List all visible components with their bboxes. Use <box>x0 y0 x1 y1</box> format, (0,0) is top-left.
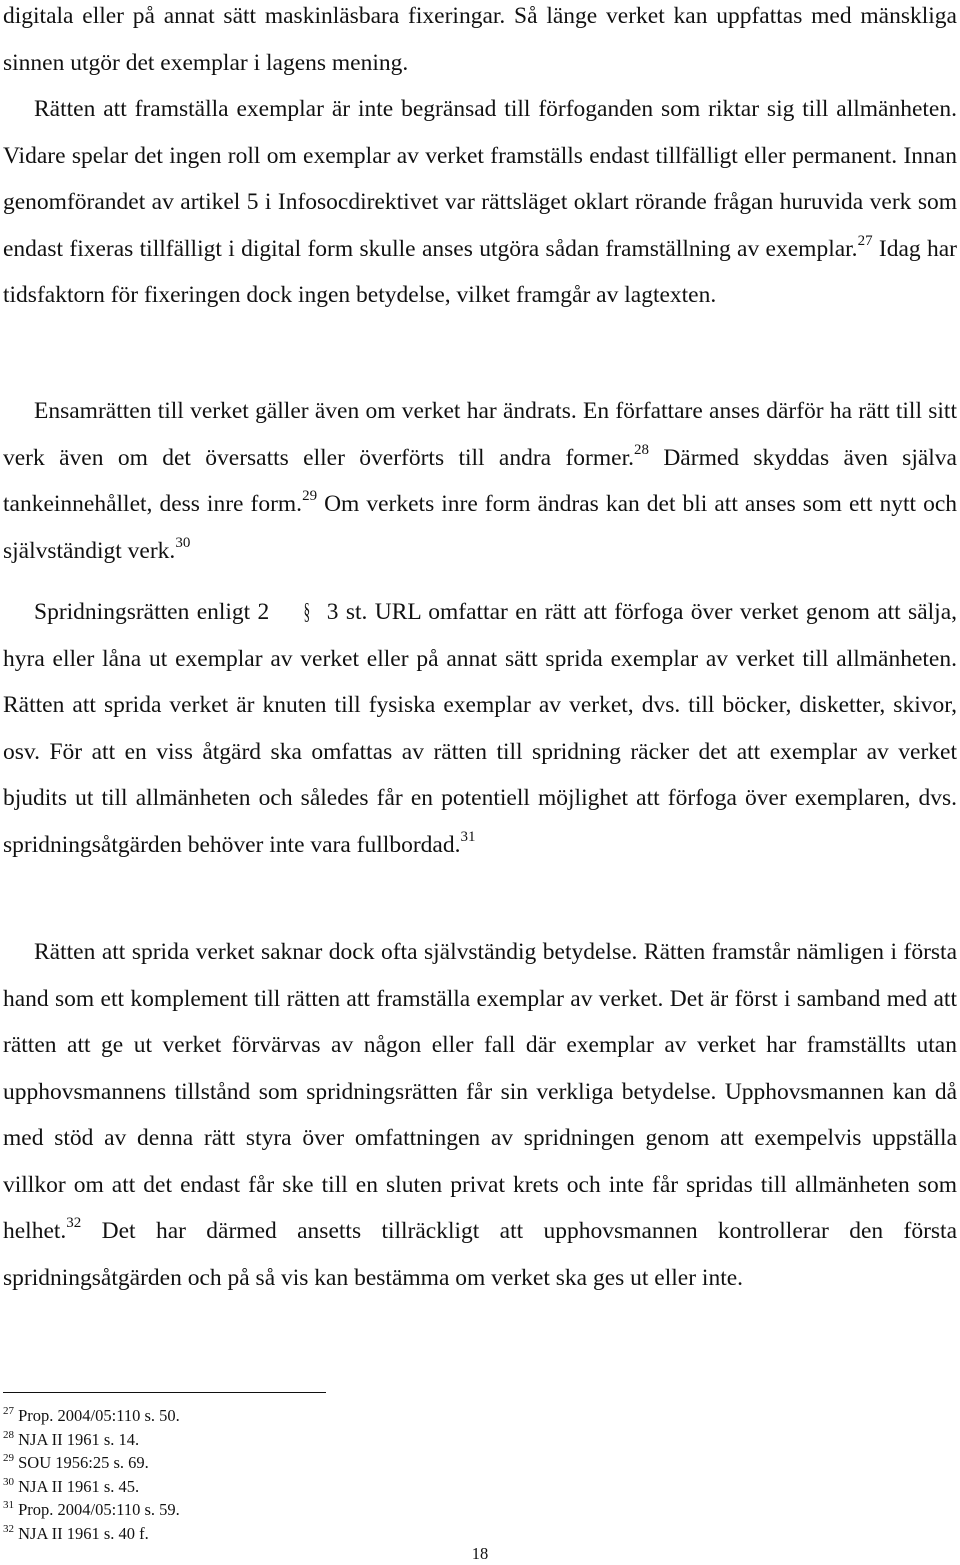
paragraph-exemplar-framstallning <box>3 86 957 319</box>
footnote-text: NJA II 1961 s. 14. <box>14 1429 140 1449</box>
paragraph-text: digitala eller på annat sätt maskinläsbara fixeringar. Så länge verket kan uppfattas med mänskliga sinnen utgör det exemplar i lagens mening. <box>3 3 957 76</box>
paragraph-text: Spridningsrätten enligt 2 <box>34 599 277 625</box>
footnote-item <box>3 1475 603 1499</box>
footnote-reference[interactable]: 27 <box>857 232 873 249</box>
footnote-item <box>3 1451 603 1475</box>
paragraph-text: Ensamrätten till verket gäller även om verket har ändrats. En författare anses därför ha rätt till sitt verk även om det översatts eller överförts till andra former. <box>3 398 957 471</box>
footnote-number: 31 <box>3 1499 14 1511</box>
footnote-number: 27 <box>3 1405 14 1417</box>
footnote-text: Prop. 2004/05:110 s. 50. <box>14 1406 180 1425</box>
paragraph-text: Rätten att sprida verket saknar dock ofta självständig betydelse. Rätten framstår nämligen i första hand som ett komplement till rätten att framställa exemplar av verket. Det är först i samband med att rätten att ge ut verket förvärvas av någon eller fall där exemplar av verket har framställts utan upphovsmannens tillstånd som spridningsrätten får sin verkliga betydelse. Upphovsmannen kan då med stöd av denna rätt styra över omfattningen av spridningen genom att exempelvis uppställa villkor om att det endast får ske till en sluten privat krets och inte får spridas till allmänheten som helhet. <box>3 939 957 1244</box>
paragraph-text: Om verkets inre form ändras kan det bli att anses som ett nytt och självständigt verk. <box>3 491 958 564</box>
footnote-reference[interactable]: 32 <box>66 1215 82 1231</box>
paragraph-text: Det har därmed ansetts tillräckligt att upphovsmannen kontrollerar den första spridningsåtgärden och på så vis kan bestämma om verket ska ges ut eller inte. <box>3 1218 957 1291</box>
page-number: 18 <box>471 1544 489 1563</box>
paragraph-text: Rätten att framställa exemplar är inte begränsad till förfoganden som riktar sig till allmänheten. Vidare spelar det ingen roll om exemplar av verket framställs endast tillfälligt eller permanent. Innan genomförandet av artikel 5 i Infosocdirektivet var rättsläget oklart rörande frågan huruvida verk som endast fixeras tillfälligt i digital form skulle anses utgöra sådan framställning av exemplar. <box>3 96 957 262</box>
footnote-number: 30 <box>3 1475 14 1488</box>
footnote-item <box>3 1428 603 1452</box>
footnote-list <box>3 1404 603 1545</box>
footnote-text: NJA II 1961 s. 40 f. <box>14 1523 149 1543</box>
footnote-text: SOU 1956:25 s. 69. <box>14 1453 149 1472</box>
footnote-reference[interactable]: 29 <box>302 488 318 504</box>
paragraph-ensamratten <box>3 388 957 574</box>
footnote-number: 29 <box>3 1452 14 1464</box>
paragraph-continuation <box>3 0 957 86</box>
paragraph-spridningsratten <box>3 589 957 868</box>
section-sign: § <box>303 599 310 625</box>
footnote-reference[interactable]: 28 <box>633 441 649 458</box>
paragraph-text: Därmed skyddas även själva tankeinnehållet, dess inre form. <box>3 444 957 517</box>
footnote-number: 32 <box>3 1522 14 1535</box>
footnote-item <box>3 1498 603 1522</box>
paragraph-sjalvstandig-betydelse <box>3 929 957 1301</box>
footnote-text: Prop. 2004/05:110 s. 59. <box>14 1500 180 1519</box>
paragraph-text: 3 st. URL omfattar en rätt att förfoga över verket genom att sälja, hyra eller låna ut exemplar av verket eller på annat sätt sprida exemplar av verket till allmänheten. Rätten att sprida verket är knuten till fysiska exemplar av verket, dvs. till böcker, disketter, skivor, osv. För att en viss åtgärd ska omfattas av rätten till spridning räcker det att exemplar av verket bjudits ut till allmänheten och således får en potentiell möjlighet att förfoga över exemplaren, dvs. spridningsåtgärden behöver inte vara fullbordad. <box>3 599 957 858</box>
footnote-reference[interactable]: 31 <box>460 828 476 845</box>
footnote-reference[interactable]: 30 <box>175 534 191 551</box>
footnote-number: 28 <box>3 1428 14 1441</box>
footnote-item <box>3 1522 603 1546</box>
footnote-item <box>3 1404 603 1428</box>
footnote-text: NJA II 1961 s. 45. <box>14 1476 140 1496</box>
paragraph-text: Idag har tidsfaktorn för fixeringen dock ingen betydelse, vilket framgår av lagtexten. <box>3 235 957 308</box>
footnote-separator <box>3 1392 326 1393</box>
